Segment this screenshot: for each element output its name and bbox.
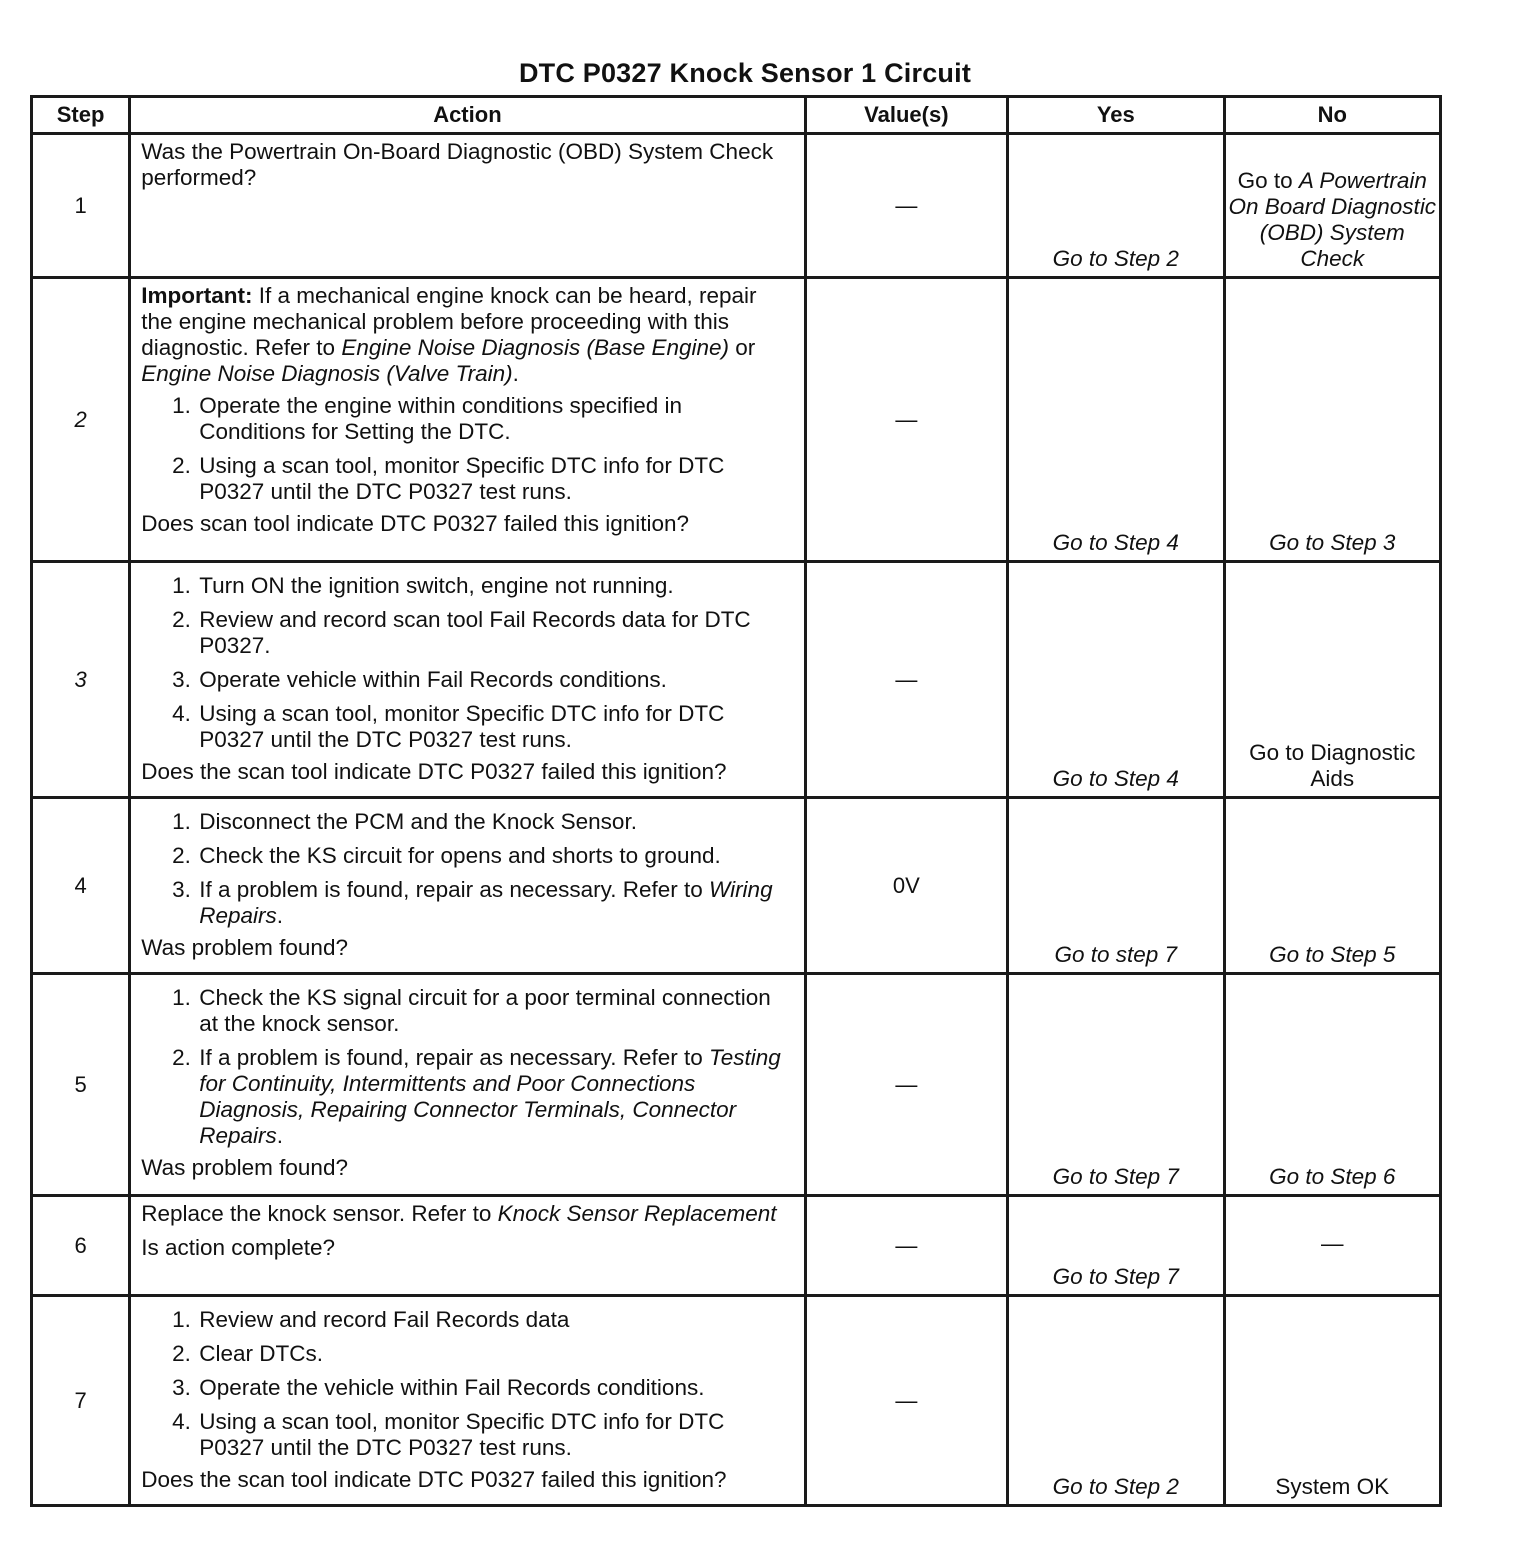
value-cell: 0V: [805, 798, 1007, 974]
no-cell: Go to Step 3: [1224, 278, 1440, 562]
step-number: 1: [32, 134, 130, 278]
table-row-step-7: [32, 1296, 1441, 1506]
important-label: Important:: [141, 283, 253, 308]
procedure-step: 1. Operate the engine within conditions specified in Conditions for Setting the DTC.: [197, 393, 793, 445]
procedure-step: 1. Check the KS signal circuit for a poor terminal connection at the knock sensor.: [197, 985, 793, 1037]
step-number: 3: [32, 562, 130, 798]
no-cell: —: [1224, 1196, 1440, 1296]
procedure-step: 1. Turn ON the ignition switch, engine not running.: [197, 573, 793, 599]
yes-cell: Go to Step 2: [1008, 1296, 1224, 1506]
procedure-list: [141, 393, 793, 505]
table-row-step-1: [32, 134, 1441, 278]
procedure-list: [141, 809, 793, 929]
yes-cell: Go to Step 7: [1008, 974, 1224, 1196]
action-cell: [130, 974, 805, 1196]
value-cell: —: [805, 278, 1007, 562]
important-text: .: [512, 361, 519, 386]
action-question: Was the Powertrain On-Board Diagnostic (OBD) System Check performed?: [141, 139, 774, 190]
important-text: or: [729, 335, 756, 360]
step-number: 7: [32, 1296, 130, 1506]
action-question: Does the scan tool indicate DTC P0327 failed this ignition?: [141, 759, 727, 784]
header-action: Action: [130, 97, 805, 134]
procedure-step: 2. Check the KS circuit for opens and shorts to ground.: [197, 843, 793, 869]
procedure-list: [141, 985, 793, 1149]
procedure-step: 1. Review and record Fail Records data: [197, 1307, 793, 1333]
action-cell: [130, 134, 805, 278]
reference-link: Knock Sensor Replacement: [497, 1201, 777, 1226]
action-cell: [130, 562, 805, 798]
procedure-step: 1. Disconnect the PCM and the Knock Sensor.: [197, 809, 793, 835]
step-number: 4: [32, 798, 130, 974]
header-values: Value(s): [805, 97, 1007, 134]
value-cell: —: [805, 1296, 1007, 1506]
no-cell: System OK: [1224, 1296, 1440, 1506]
no-cell: Go to Step 6: [1224, 974, 1440, 1196]
table-row-step-6: [32, 1196, 1441, 1296]
action-question: Was problem found?: [141, 935, 348, 960]
no-cell: [1224, 134, 1440, 278]
action-question: Does scan tool indicate DTC P0327 failed this ignition?: [141, 511, 690, 536]
header-yes: Yes: [1008, 97, 1224, 134]
diagnostic-table: [30, 95, 1442, 1507]
reference-link: Engine Noise Diagnosis (Base Engine): [341, 335, 730, 360]
procedure-step: 4. Using a scan tool, monitor Specific DTC info for DTC P0327 until the DTC P0327 test runs.: [197, 1409, 793, 1461]
procedure-list: [141, 1307, 793, 1461]
procedure-step: 3. Operate the vehicle within Fail Records conditions.: [197, 1375, 793, 1401]
action-cell: [130, 1196, 805, 1296]
value-cell: —: [805, 1196, 1007, 1296]
reference-link: Testing for Continuity, Intermittents and Poor Connections Diagnosis, Repairing Connector Terminals, Connector Repairs: [199, 1045, 781, 1148]
value-cell: —: [805, 562, 1007, 798]
no-prefix: Go to: [1237, 168, 1299, 193]
procedure-list: [141, 573, 793, 753]
action-question: Does the scan tool indicate DTC P0327 failed this ignition?: [141, 1467, 727, 1492]
no-cell: Go to Step 5: [1224, 798, 1440, 974]
reference-link: Engine Noise Diagnosis (Valve Train): [141, 361, 513, 386]
procedure-text: Replace the knock sensor. Refer to: [141, 1201, 498, 1226]
step-number: 5: [32, 974, 130, 1196]
no-cell: Go to Diagnostic Aids: [1224, 562, 1440, 798]
yes-cell: Go to Step 4: [1008, 278, 1224, 562]
table-row-step-5: [32, 974, 1441, 1196]
action-cell: [130, 278, 805, 562]
table-row-step-3: [32, 562, 1441, 798]
reference-link: Wiring Repairs: [199, 877, 773, 928]
important-text: If a mechanical engine knock can be heard, repair the engine mechanical problem before proceeding with this diagnostic. Refer to: [141, 283, 757, 360]
important-note: [141, 283, 793, 387]
procedure-step: 2. Using a scan tool, monitor Specific DTC info for DTC P0327 until the DTC P0327 test runs.: [197, 453, 793, 505]
page-title: DTC P0327 Knock Sensor 1 Circuit: [518, 58, 972, 88]
yes-cell: Go to Step 2: [1008, 134, 1224, 278]
procedure-step: 2. Clear DTCs.: [197, 1341, 793, 1367]
value-cell: —: [805, 974, 1007, 1196]
action-cell: [130, 1296, 805, 1506]
procedure-step: [197, 1045, 793, 1149]
procedure-step: 4. Using a scan tool, monitor Specific DTC info for DTC P0327 until the DTC P0327 test runs.: [197, 701, 793, 753]
procedure-step: 2. Review and record scan tool Fail Records data for DTC P0327.: [197, 607, 793, 659]
step-number: 2: [32, 278, 130, 562]
header-row: [32, 97, 1441, 134]
action-cell: [130, 798, 805, 974]
action-text: [141, 1201, 793, 1227]
header-step: Step: [32, 97, 130, 134]
yes-cell: Go to Step 4: [1008, 562, 1224, 798]
procedure-text: If a problem is found, repair as necessary. Refer to: [199, 1045, 710, 1070]
table-row-step-4: [32, 798, 1441, 974]
yes-cell: Go to step 7: [1008, 798, 1224, 974]
value-cell: —: [805, 134, 1007, 278]
procedure-text: .: [276, 903, 283, 928]
header-no: No: [1224, 97, 1440, 134]
step-number: 6: [32, 1196, 130, 1296]
no-reference: A Powertrain On Board Diagnostic (OBD) System Check: [1228, 168, 1437, 271]
procedure-step: 3. Operate vehicle within Fail Records conditions.: [197, 667, 793, 693]
table-row-step-2: [32, 278, 1441, 562]
action-question: Was problem found?: [141, 1155, 348, 1180]
yes-cell: Go to Step 7: [1008, 1196, 1224, 1296]
action-question: Is action complete?: [141, 1235, 336, 1260]
procedure-text: .: [276, 1123, 283, 1148]
procedure-step: [197, 877, 793, 929]
procedure-text: If a problem is found, repair as necessary. Refer to: [199, 877, 710, 902]
